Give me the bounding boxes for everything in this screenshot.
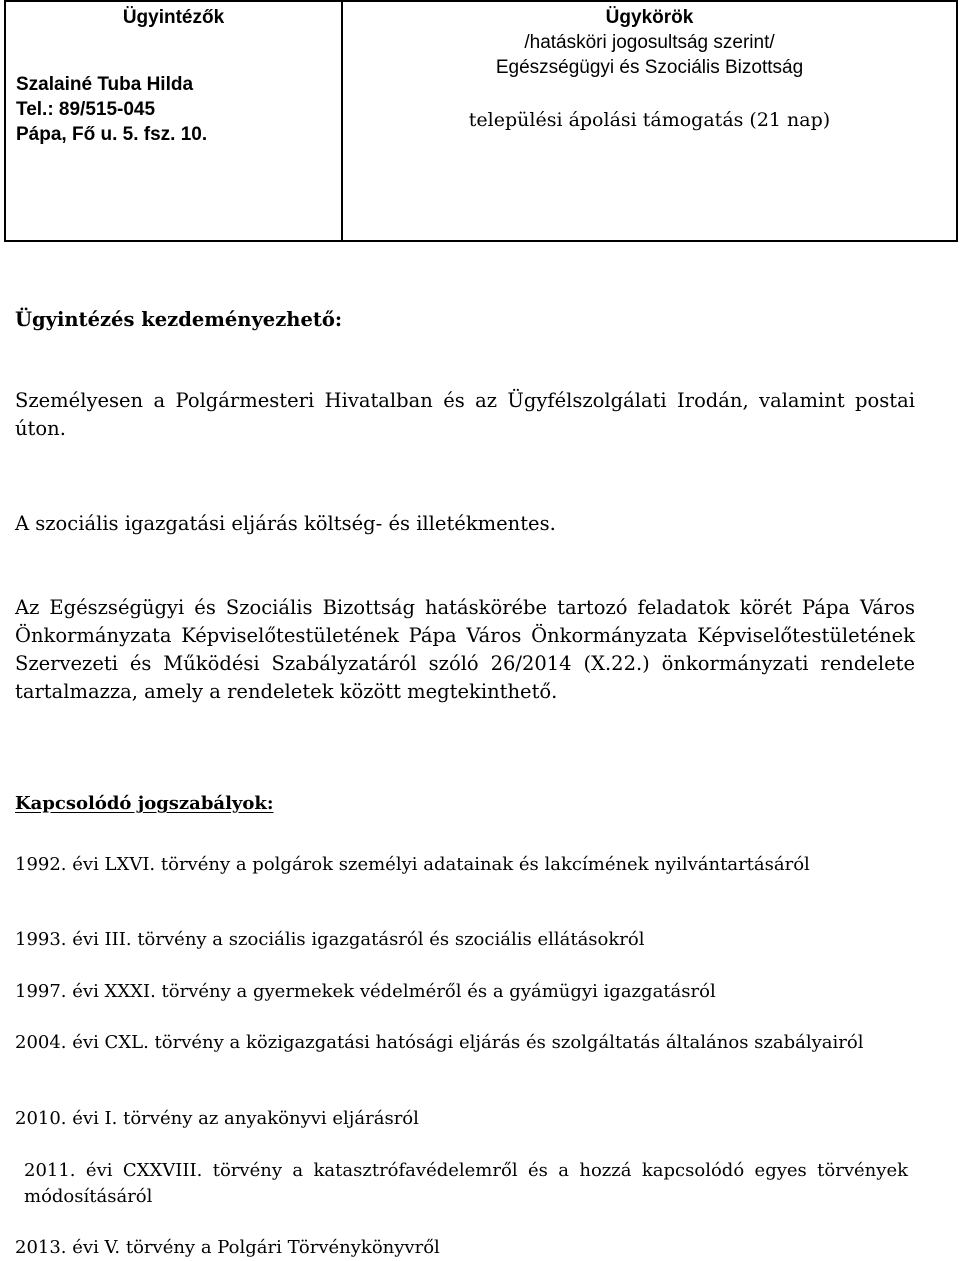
law-item: 2013. évi V. törvény a Polgári Törvénykönyvről	[15, 1237, 440, 1258]
case-type-item: települési ápolási támogatás (21 nap)	[468, 109, 831, 131]
official-name: Szalainé Tuba Hilda	[16, 74, 194, 95]
official-contact	[16, 72, 341, 147]
related-laws-heading: Kapcsolódó jogszabályok:	[15, 793, 274, 814]
law-item: 2004. évi CXL. törvény a közigazgatási hatósági eljárás és szolgáltatás általános szabályairól	[15, 1032, 864, 1053]
officials-heading: Ügyintézők	[122, 7, 225, 28]
fee-note: A szociális igazgatási eljárás költség- és illetékmentes.	[15, 512, 556, 535]
official-address: Pápa, Fő u. 5. fsz. 10.	[16, 124, 208, 145]
case-types-subtitle-2: Egészségügyi és Szociális Bizottság	[495, 57, 804, 78]
case-types-column	[342, 1, 957, 241]
initiation-text: Személyesen a Polgármesteri Hivatalban és az Ügyfélszolgálati Irodán, valamint postai úton.	[15, 389, 915, 440]
initiation-heading: Ügyintézés kezdeményezhető:	[15, 308, 343, 331]
case-types-subtitle-1: /hatásköri jogosultság szerint/	[524, 32, 775, 53]
law-item: 2011. évi CXXVIII. törvény a katasztrófavédelemről és a hozzá kapcsolódó egyes törvények módosításáról	[24, 1160, 908, 1207]
law-item: 2010. évi I. törvény az anyakönyvi eljárásról	[15, 1108, 419, 1129]
officials-column	[5, 1, 342, 241]
competence-paragraph: Az Egészségügyi és Szociális Bizottság hatáskörébe tartozó feladatok körét Pápa Város Önkormányzata Képviselőtestületének Pápa Város Önkormányzata Képviselőtestületének Szervezeti és Működési Szabályzatáról szóló 26/2014 (X.22.) önkormányzati rendelete tartalmazza, amely a rendeletek között megtekinthető.	[15, 596, 915, 703]
official-phone: Tel.: 89/515-045	[16, 99, 156, 120]
case-types-heading: Ügykörök	[605, 7, 694, 28]
law-item: 1993. évi III. törvény a szociális igazgatásról és szociális ellátásokról	[15, 929, 645, 950]
law-item: 1992. évi LXVI. törvény a polgárok személyi adatainak és lakcímének nyilvántartásáról	[15, 854, 810, 875]
law-item: 1997. évi XXXI. törvény a gyermekek védelméről és a gyámügyi igazgatásról	[15, 981, 716, 1002]
responsibility-table	[4, 0, 958, 242]
